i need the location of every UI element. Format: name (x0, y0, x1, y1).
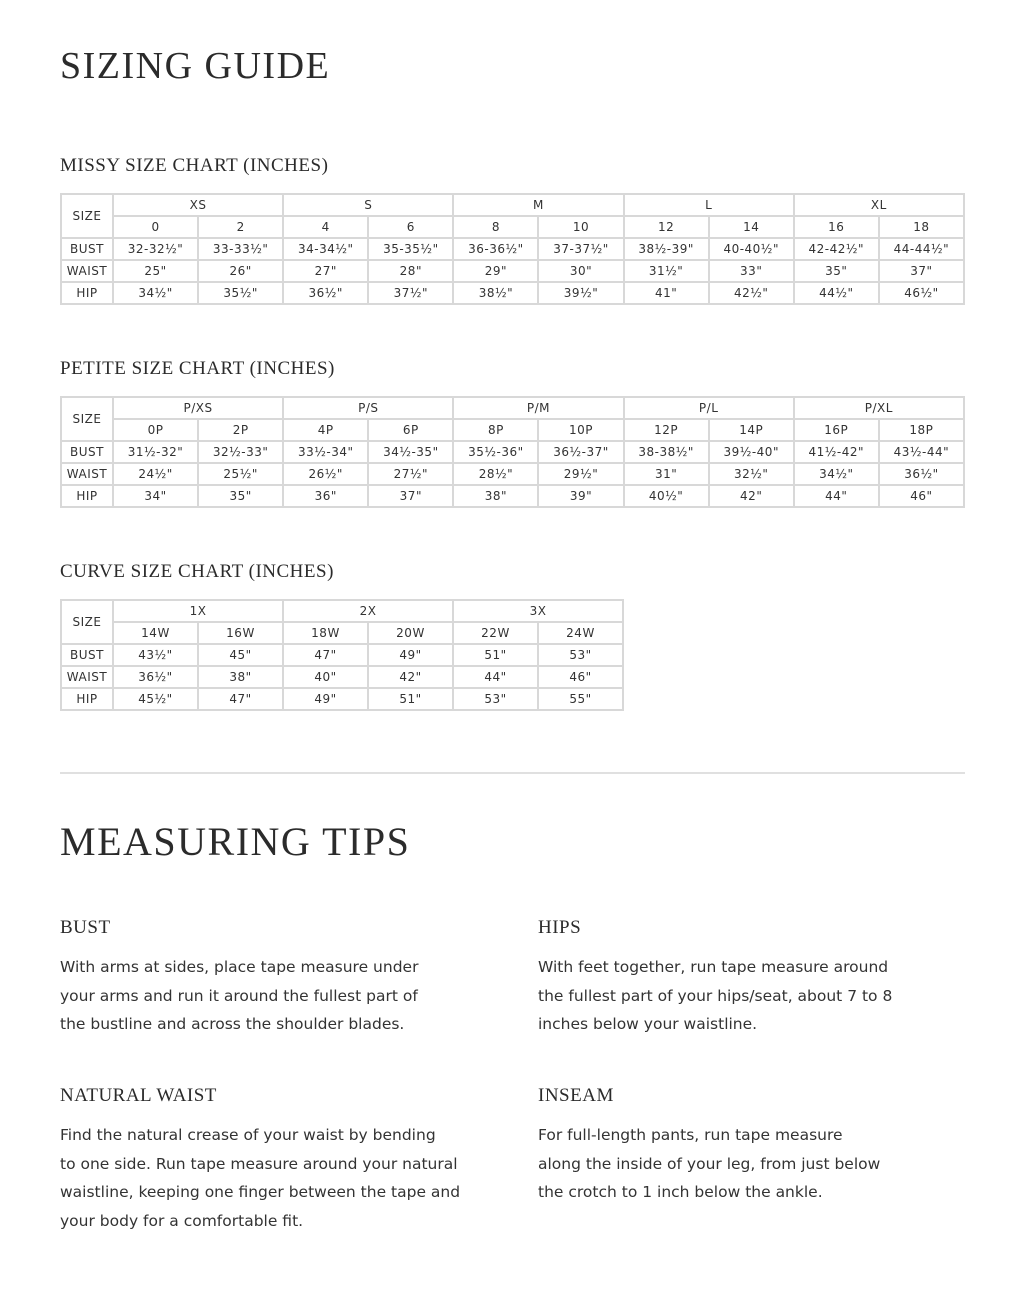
size-group-cell: 2X (283, 600, 453, 622)
measurement-value-cell: 38½-39" (624, 238, 709, 260)
size-group-cell: 3X (453, 600, 623, 622)
measurement-value-cell: 35" (794, 260, 879, 282)
size-group-cell: L (624, 194, 794, 216)
measurement-value-cell: 37" (879, 260, 964, 282)
measurement-value-cell: 42½" (709, 282, 794, 304)
measurement-value-cell: 36½" (879, 463, 964, 485)
size-number-cell: 16P (794, 419, 879, 441)
measurement-value-cell: 37½" (368, 282, 453, 304)
bust-tip-text: With arms at sides, place tape measure under your arms and run it around the fullest part of the bustline and across the shoulder blades. (60, 958, 419, 1033)
page-title: SIZING GUIDE (60, 45, 331, 87)
measurement-value-cell: 27½" (368, 463, 453, 485)
measurement-row (61, 644, 623, 666)
measurement-value-cell: 47" (283, 644, 368, 666)
size-number-cell: 14P (709, 419, 794, 441)
size-number-cell: 2P (198, 419, 283, 441)
size-number-cell: 8P (453, 419, 538, 441)
measurement-value-cell: 53" (453, 688, 538, 710)
measurement-value-cell: 36-36½" (453, 238, 538, 260)
size-group-cell: XS (113, 194, 283, 216)
measurement-value-cell: 36½-37" (538, 441, 623, 463)
measurement-label-cell: HIP (61, 485, 113, 507)
measurement-value-cell: 35-35½" (368, 238, 453, 260)
size-number-cell: 0 (113, 216, 198, 238)
size-header-cell: SIZE (61, 600, 113, 644)
measurement-value-cell: 34" (113, 485, 198, 507)
measurement-value-cell: 43½" (113, 644, 198, 666)
hips-tip-heading: HIPS (538, 917, 582, 938)
measurement-value-cell: 27" (283, 260, 368, 282)
measurement-value-cell: 39½-40" (709, 441, 794, 463)
measurement-value-cell: 36½" (113, 666, 198, 688)
size-group-cell: XL (794, 194, 964, 216)
group-header-row (61, 194, 964, 216)
measurement-value-cell: 55" (538, 688, 623, 710)
measurement-value-cell: 38" (453, 485, 538, 507)
size-group-cell: M (453, 194, 623, 216)
measurement-label-cell: WAIST (61, 260, 113, 282)
measurement-value-cell: 32½" (709, 463, 794, 485)
measurement-row (61, 666, 623, 688)
measurement-label-cell: HIP (61, 688, 113, 710)
size-group-cell: P/M (453, 397, 623, 419)
measurement-value-cell: 33" (709, 260, 794, 282)
measurement-value-cell: 24½" (113, 463, 198, 485)
size-number-cell: 18 (879, 216, 964, 238)
measurement-value-cell: 44-44½" (879, 238, 964, 260)
measurement-value-cell: 26½" (283, 463, 368, 485)
missy-chart-title: MISSY SIZE CHART (INCHES) (60, 155, 329, 176)
curve-size-table (60, 599, 624, 711)
measurement-value-cell: 32-32½" (113, 238, 198, 260)
measurement-label-cell: BUST (61, 644, 113, 666)
size-number-cell: 8 (453, 216, 538, 238)
measurement-value-cell: 26" (198, 260, 283, 282)
size-number-cell: 18P (879, 419, 964, 441)
measurement-label-cell: WAIST (61, 666, 113, 688)
waist-tip-text: Find the natural crease of your waist by bending to one side. Run tape measure around your natural waistline, keeping one finger between the tape and your body for a comfortable fit. (60, 1126, 461, 1230)
measurement-value-cell: 31½-32" (113, 441, 198, 463)
measurement-value-cell: 38" (198, 666, 283, 688)
group-header-row (61, 600, 623, 622)
measurement-value-cell: 34-34½" (283, 238, 368, 260)
measurement-value-cell: 49" (368, 644, 453, 666)
measurement-value-cell: 41" (624, 282, 709, 304)
size-number-cell: 16W (198, 622, 283, 644)
measurement-value-cell: 44" (453, 666, 538, 688)
measurement-value-cell: 40" (283, 666, 368, 688)
measurement-label-cell: BUST (61, 441, 113, 463)
measurement-value-cell: 49" (283, 688, 368, 710)
bust-tip-heading: BUST (60, 917, 111, 938)
size-number-cell: 24W (538, 622, 623, 644)
size-number-cell: 4P (283, 419, 368, 441)
measurement-value-cell: 34½-35" (368, 441, 453, 463)
measurement-value-cell: 40½" (624, 485, 709, 507)
size-number-cell: 14 (709, 216, 794, 238)
size-number-cell: 12 (624, 216, 709, 238)
measurement-value-cell: 28½" (453, 463, 538, 485)
inseam-tip-heading: INSEAM (538, 1085, 614, 1106)
size-number-row (61, 419, 964, 441)
measurement-value-cell: 44" (794, 485, 879, 507)
size-header-cell: SIZE (61, 194, 113, 238)
measurement-value-cell: 36½" (283, 282, 368, 304)
measurement-value-cell: 38½" (453, 282, 538, 304)
measurement-value-cell: 33½-34" (283, 441, 368, 463)
size-number-cell: 10P (538, 419, 623, 441)
size-group-cell: P/L (624, 397, 794, 419)
size-group-cell: 1X (113, 600, 283, 622)
size-number-cell: 20W (368, 622, 453, 644)
measurement-label-cell: WAIST (61, 463, 113, 485)
measurement-value-cell: 34½" (794, 463, 879, 485)
measurement-row (61, 441, 964, 463)
waist-tip-heading: NATURAL WAIST (60, 1085, 217, 1106)
measurement-value-cell: 44½" (794, 282, 879, 304)
measurement-value-cell: 45" (198, 644, 283, 666)
measurement-row (61, 260, 964, 282)
measurement-value-cell: 34½" (113, 282, 198, 304)
measurement-value-cell: 43½-44" (879, 441, 964, 463)
hips-tip-text: With feet together, run tape measure around the fullest part of your hips/seat, about 7 to 8 inches below your waistline. (538, 958, 893, 1033)
measurement-value-cell: 42" (709, 485, 794, 507)
measurement-row (61, 463, 964, 485)
size-number-cell: 6 (368, 216, 453, 238)
size-group-cell: P/XL (794, 397, 964, 419)
measurement-value-cell: 30" (538, 260, 623, 282)
measurement-value-cell: 42" (368, 666, 453, 688)
size-header-cell: SIZE (61, 397, 113, 441)
size-number-cell: 12P (624, 419, 709, 441)
measurement-value-cell: 39" (538, 485, 623, 507)
measurement-value-cell: 41½-42" (794, 441, 879, 463)
inseam-tip-text: For full-length pants, run tape measure along the inside of your leg, from just below the crotch to 1 inch below the ankle. (538, 1126, 881, 1201)
measurement-value-cell: 42-42½" (794, 238, 879, 260)
size-group-cell: P/XS (113, 397, 283, 419)
measurement-value-cell: 29" (453, 260, 538, 282)
size-number-cell: 14W (113, 622, 198, 644)
petite-chart-title: PETITE SIZE CHART (INCHES) (60, 358, 335, 379)
measurement-value-cell: 35" (198, 485, 283, 507)
size-number-cell: 0P (113, 419, 198, 441)
measurement-value-cell: 25½" (198, 463, 283, 485)
measurement-row (61, 238, 964, 260)
measurement-value-cell: 40-40½" (709, 238, 794, 260)
measurement-row (61, 282, 964, 304)
measurement-value-cell: 51" (453, 644, 538, 666)
measurement-value-cell: 25" (113, 260, 198, 282)
measurement-value-cell: 37-37½" (538, 238, 623, 260)
size-number-cell: 10 (538, 216, 623, 238)
measurement-value-cell: 37" (368, 485, 453, 507)
size-number-cell: 18W (283, 622, 368, 644)
measurement-value-cell: 36" (283, 485, 368, 507)
measurement-value-cell: 31½" (624, 260, 709, 282)
size-number-row (61, 622, 623, 644)
measurement-value-cell: 46" (879, 485, 964, 507)
measurement-value-cell: 45½" (113, 688, 198, 710)
missy-size-table (60, 193, 965, 305)
measurement-value-cell: 46" (538, 666, 623, 688)
measuring-tips-title: MEASURING TIPS (60, 819, 411, 864)
measurement-value-cell: 32½-33" (198, 441, 283, 463)
size-group-cell: S (283, 194, 453, 216)
measurement-value-cell: 35½" (198, 282, 283, 304)
size-number-cell: 22W (453, 622, 538, 644)
petite-size-table (60, 396, 965, 508)
measurement-row (61, 485, 964, 507)
size-number-cell: 2 (198, 216, 283, 238)
group-header-row (61, 397, 964, 419)
measurement-value-cell: 28" (368, 260, 453, 282)
measurement-value-cell: 31" (624, 463, 709, 485)
measurement-value-cell: 51" (368, 688, 453, 710)
measurement-label-cell: HIP (61, 282, 113, 304)
size-number-cell: 6P (368, 419, 453, 441)
measurement-label-cell: BUST (61, 238, 113, 260)
measurement-value-cell: 47" (198, 688, 283, 710)
section-divider (60, 772, 965, 774)
size-group-cell: P/S (283, 397, 453, 419)
measurement-value-cell: 38-38½" (624, 441, 709, 463)
measurement-row (61, 688, 623, 710)
measurement-value-cell: 53" (538, 644, 623, 666)
measurement-value-cell: 33-33½" (198, 238, 283, 260)
size-number-cell: 16 (794, 216, 879, 238)
measurement-value-cell: 29½" (538, 463, 623, 485)
size-number-cell: 4 (283, 216, 368, 238)
curve-chart-title: CURVE SIZE CHART (INCHES) (60, 561, 334, 582)
measurement-value-cell: 35½-36" (453, 441, 538, 463)
size-number-row (61, 216, 964, 238)
measurement-value-cell: 39½" (538, 282, 623, 304)
measurement-value-cell: 46½" (879, 282, 964, 304)
